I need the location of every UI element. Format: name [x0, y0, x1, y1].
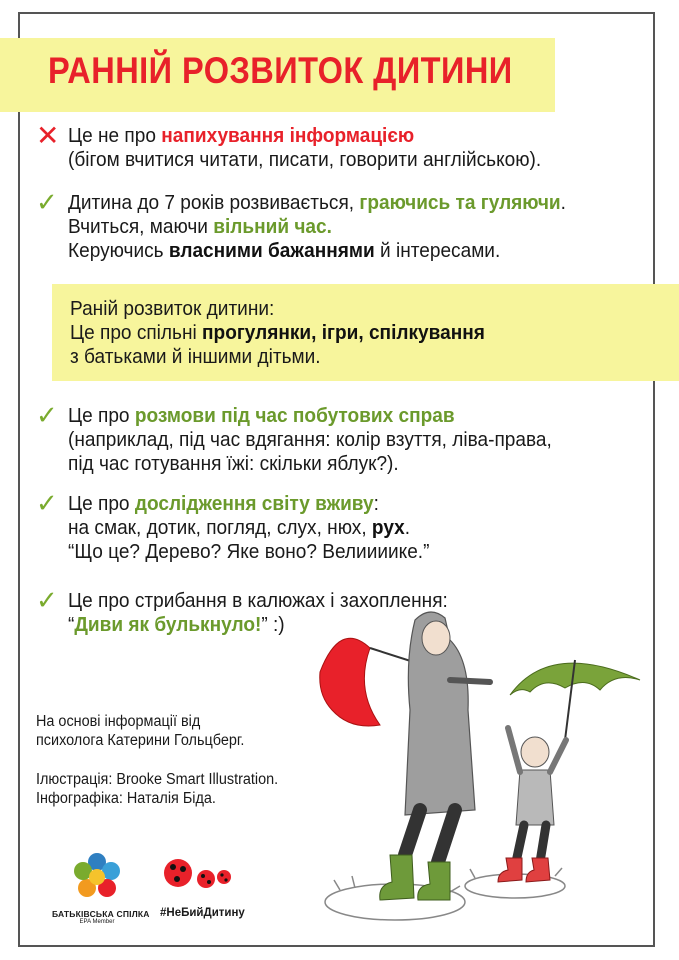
item-text: Це про дослідження світу вживу: на смак, дотик, погляд, слух, нюх, рух. “Що це? Дерево? Яке воно? Велиииике.” [68, 492, 430, 563]
item-text: Це про розмови під час побутових справ (наприклад, під час вдягання: колір взуття, ліва-права, під час готування їжі: скільки яблук?). [68, 404, 552, 475]
box-text: Раній розвиток дитини: Це про спільні прогулянки, ігри, спілкування з батьками й іншими дітьми. [70, 297, 485, 368]
cross-icon: ✕ [36, 120, 60, 151]
list-item [36, 120, 577, 172]
check-icon: ✓ [36, 187, 58, 217]
hashtag: #НеБийДитину [160, 907, 245, 919]
credits: На основі інформації від психолога Катерини Гольцберг. Ілюстрація: Brooke Smart Illustration. Інфографіка: Наталія Біда. [36, 713, 279, 807]
check-icon: ✓ [36, 585, 58, 615]
logo-flower-icon [72, 852, 122, 902]
list-item [36, 488, 457, 564]
page-title: РАННІЙ РОЗВИТОК ДИТИНИ [48, 50, 513, 91]
umbrella-illustration [310, 600, 650, 945]
check-icon: ✓ [36, 400, 58, 430]
item-text: Це не про напихування інформацією (бігом вчитися читати, писати, говорити англійською). [68, 124, 542, 171]
item-text: Дитина до 7 років розвивається, граючись та гуляючи. Вчиться, маючи вільний час. Керуючись власними бажаннями й інтересами. [68, 191, 566, 262]
highlight-box [52, 284, 679, 381]
organization-logo: БАТЬКІВСЬКА СПІЛКА EPA Member [52, 852, 142, 925]
item-text: Це про стрибання в калюжах і захоплення: “Диви як булькнуло!” :) [68, 589, 448, 636]
list-item [36, 187, 603, 263]
check-icon: ✓ [36, 488, 58, 518]
list-item [36, 400, 588, 476]
ladybug-icon [160, 855, 240, 900]
